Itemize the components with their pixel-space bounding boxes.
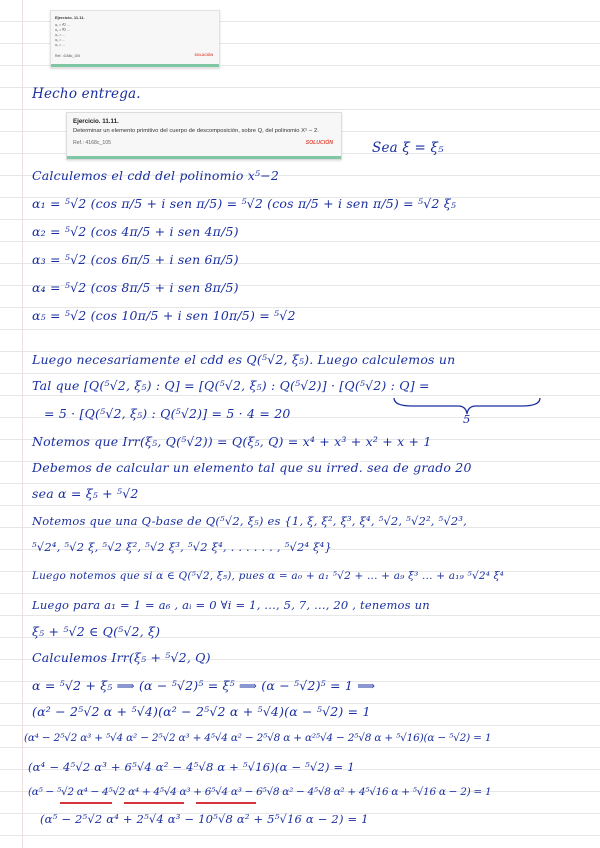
exercise-accent-bar [67,156,341,159]
hw-line-7: Luego necesariamente el cdd es Q(⁵√2, ξ₅). Luego calculemos un [32,352,456,367]
hw-line-22: (α⁴ − 4⁵√2 α³ + 6⁵√4 α² − 4⁵√8 α + ⁵√16)(α − ⁵√2) = 1 [28,760,355,774]
hw-line-9: = 5 · [Q(⁵√2, ξ₅) : Q(⁵√2)] = 5 · 4 = 20 [44,406,291,421]
thumbnail-title: Ejercicio. 11.11. [55,15,85,20]
hw-line-8: Tal que [Q(⁵√2, ξ₅) : Q] = [Q(⁵√2, ξ₅) : Q(⁵√2)] · [Q(⁵√2) : Q] = [32,378,430,393]
page-margin-line [22,0,23,848]
side-note: Sea ξ = ξ₅ [372,140,444,156]
hw-line-21: (α⁴ − 2⁵√2 α³ + ⁵√4 α² − 2⁵√2 α³ + 4⁵√4 α² − 2⁵√8 α + α²⁵√4 − 2⁵√8 α + ⁵√16)(α − ⁵√2) = 1 [24,732,492,744]
solution-link[interactable]: SOLUCIÓN [305,140,333,146]
heading-note: Hecho entrega. [32,86,141,102]
thumbnail-accent-bar [51,64,219,67]
hw-line-2: α₁ = ⁵√2 (cos π/5 + i sen π/5) = ⁵√2 (cos π/5 + i sen π/5) = ⁵√2 ξ₅ [32,196,457,211]
hw-line-5: α₄ = ⁵√2 (cos 8π/5 + i sen 8π/5) [32,280,239,295]
hw-line-15: Luego notemos que si α ∈ Q(⁵√2, ξ₅), pues α = a₀ + a₁ ⁵√2 + ... + a₉ ξ³ ... + a₁₉ ⁵√2⁴ ξ⁴ [32,570,505,582]
thumbnail-solution-link[interactable]: SOLUCIÓN [194,53,213,57]
brace-label: 5 [463,412,471,426]
hw-line-3: α₂ = ⁵√2 (cos 4π/5 + i sen 4π/5) [32,224,239,239]
red-underline [124,802,184,804]
thumbnail-line: α₃ = ... [55,33,66,37]
hw-line-20: (α² − 2⁵√2 α + ⁵√4)(α² − 2⁵√2 α + ⁵√4)(α − ⁵√2) = 1 [32,704,371,719]
hw-line-1: Calculemos el cdd del polinomio x⁵−2 [32,168,280,183]
hw-line-23: (α⁵ − ⁵√2 α⁴ − 4⁵√2 α⁴ + 4⁵√4 α³ + 6⁵√4 α³ − 6⁵√8 α² − 4⁵√8 α² + 4⁵√16 α + ⁵√16 α − 2) = 1 [28,786,492,798]
hw-line-24: (α⁵ − 2⁵√2 α⁴ + 2⁵√4 α³ − 10⁵√8 α² + 5⁵√16 α − 2) = 1 [40,812,369,826]
thumbnail-ref: Ref.: 4168c_105 [55,54,80,58]
hw-line-16: Luego para a₁ = 1 = a₆ , aᵢ = 0 ∀i = 1, ..., 5, 7, ..., 20 , tenemos un [32,598,430,612]
hw-line-14: ⁵√2⁴, ⁵√2 ξ, ⁵√2 ξ², ⁵√2 ξ³, ⁵√2 ξ⁴, . . . . . . , ⁵√2⁴ ξ⁴} [32,540,332,554]
exercise-ref: Ref.: 4168c_105 [73,140,112,146]
red-underline [196,802,256,804]
exercise-thumbnail[interactable] [50,10,220,68]
hw-line-19: α = ⁵√2 + ξ₅ ⟹ (α − ⁵√2)⁵ = ξ⁵ ⟹ (α − ⁵√2)⁵ = 1 ⟹ [32,678,376,693]
hw-line-18: Calculemos Irr(ξ₅ + ⁵√2, Q) [32,650,211,665]
thumbnail-line: α₁ = ∜2 ... [55,23,70,27]
exercise-card[interactable] [66,112,342,160]
hw-line-12: sea α = ξ₅ + ⁵√2 [32,486,139,501]
hw-line-6: α₅ = ⁵√2 (cos 10π/5 + i sen 10π/5) = ⁵√2 [32,308,296,323]
red-underline [60,802,112,804]
thumbnail-line: α₅ = ... [55,43,66,47]
hw-line-10: Notemos que Irr(ξ₅, Q(⁵√2)) = Q(ξ₅, Q) = x⁴ + x³ + x² + x + 1 [32,434,432,449]
hw-line-13: Notemos que una Q-base de Q(⁵√2, ξ₅) es {1, ξ, ξ², ξ³, ξ⁴, ⁵√2, ⁵√2², ⁵√2³, [32,514,468,528]
thumbnail-line: α₂ = ∛2 ... [55,28,70,32]
thumbnail-line: α₄ = ... [55,38,66,42]
exercise-title: Ejercicio. 11.11. [73,118,119,125]
hw-line-11: Debemos de calcular un elemento tal que su irred. sea de grado 20 [32,460,472,475]
hw-line-17: ξ₅ + ⁵√2 ∈ Q(⁵√2, ξ) [32,624,161,639]
exercise-statement: Determinar un elemento primitivo del cuerpo de descomposición, sobre Q, del polinomio X⁵ − 2. [73,128,319,134]
hw-line-4: α₃ = ⁵√2 (cos 6π/5 + i sen 6π/5) [32,252,239,267]
